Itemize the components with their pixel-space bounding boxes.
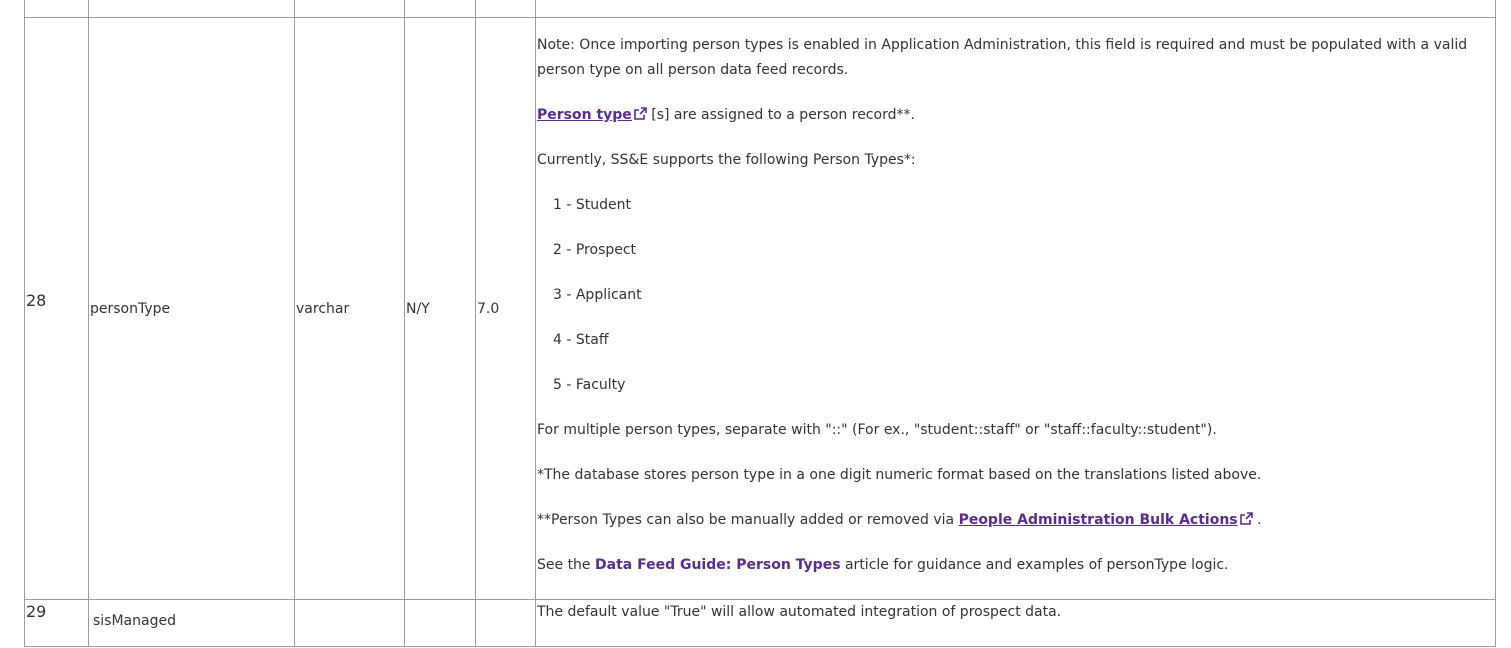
currently-text: Currently, SS&E supports the following Person Types*: xyxy=(537,152,916,168)
version-cell xyxy=(476,18,536,600)
table-row xyxy=(25,18,1496,600)
required-cell xyxy=(405,18,476,600)
table-row-previous xyxy=(25,0,1496,18)
version-cell xyxy=(476,600,536,647)
row-number: 28 xyxy=(26,291,47,310)
row-number-cell xyxy=(25,18,89,600)
person-type-link[interactable]: Person type xyxy=(537,107,632,123)
external-link-icon xyxy=(634,107,647,120)
list-item: 1 - Student xyxy=(553,197,631,213)
person-type-suffix: [s] are assigned to a person record**. xyxy=(646,107,915,123)
data-type: varchar xyxy=(296,300,350,317)
multiple-text: For multiple person types, separate with "::" (For ex., "student::staff" or "staff::faculty::student"). xyxy=(537,422,1217,438)
description-cell xyxy=(536,600,1496,647)
cell-empty xyxy=(405,0,476,18)
person-type-line xyxy=(537,103,1495,128)
field-name-cell xyxy=(89,18,295,600)
list-item: 2 - Prospect xyxy=(553,242,637,258)
external-link-icon xyxy=(1240,512,1253,525)
version: 7.0 xyxy=(477,300,500,317)
data-feed-table xyxy=(24,0,1496,647)
manual-line xyxy=(537,508,1495,533)
data-feed-guide-link[interactable]: Data Feed Guide: Person Types xyxy=(595,557,841,573)
field-name: sisManaged xyxy=(93,613,176,629)
note-text: Note: Once importing person types is enabled in Application Administration, this field is required and must be populated with a valid person type on all person data feed records. xyxy=(537,37,1468,78)
field-name-cell xyxy=(89,600,295,647)
bulk-actions-link[interactable]: People Administration Bulk Actions xyxy=(958,512,1238,528)
manual-prefix: **Person Types can also be manually added or removed via xyxy=(537,512,959,528)
table-row xyxy=(25,600,1496,647)
row-number: 29 xyxy=(26,602,47,621)
description-cell xyxy=(536,18,1496,600)
description-text: The default value "True" will allow automated integration of prospect data. xyxy=(537,604,1062,620)
row-number-cell xyxy=(25,600,89,647)
required-cell xyxy=(405,600,476,647)
data-type-cell xyxy=(295,600,405,647)
database-text: *The database stores person type in a one digit numeric format based on the translations listed above. xyxy=(537,467,1262,483)
data-type-cell xyxy=(295,18,405,600)
field-name: personType xyxy=(90,300,171,317)
see-suffix: article for guidance and examples of personType logic. xyxy=(840,557,1229,573)
cell-empty xyxy=(295,0,405,18)
cell-empty xyxy=(25,0,89,18)
cell-empty xyxy=(89,0,295,18)
cell-empty xyxy=(536,0,1496,18)
manual-suffix: . xyxy=(1252,512,1262,528)
see-prefix: See the xyxy=(537,557,595,573)
cell-empty xyxy=(476,0,536,18)
list-item: 5 - Faculty xyxy=(553,377,626,393)
list-item: 4 - Staff xyxy=(553,332,609,348)
required-flag: N/Y xyxy=(406,300,430,317)
list-item: 3 - Applicant xyxy=(553,287,642,303)
see-line xyxy=(537,553,1495,578)
